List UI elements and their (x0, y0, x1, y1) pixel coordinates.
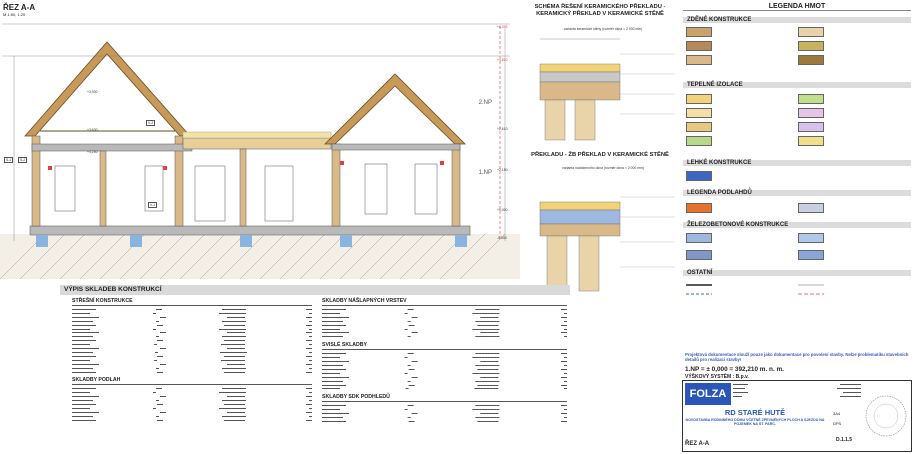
cut-label: V-2 (148, 121, 154, 125)
legend-swatch (686, 108, 712, 118)
designer-stamp (863, 383, 909, 449)
drawing-name: ŘEZ A-A (685, 441, 710, 447)
detail-note: varianta nadokenního okna (rozměr okna = 2 000 mm) (562, 166, 644, 170)
legend-swatch (686, 55, 712, 65)
detail-drawing-ceramic-lintel (535, 34, 680, 146)
floor-2-label: 2.NP (478, 100, 492, 106)
level-label: +3,630 (87, 128, 98, 132)
legend-swatch (798, 94, 824, 104)
detail-drawing-rc-lintel (535, 172, 680, 297)
composition-section-heading: STŘEŠNÍ KONSTRUKCE (72, 298, 312, 306)
composition-column-right (322, 298, 567, 424)
legend-group-heading: OSTATNÍ (683, 270, 911, 276)
cut-label: S-1 (6, 158, 12, 162)
legend-swatch (798, 41, 824, 51)
legend-swatch (686, 203, 712, 213)
composition-title: VÝPIS SKLADEB KONSTRUKCÍ (60, 285, 570, 295)
legend-swatch (686, 94, 712, 104)
legend-swatch (798, 55, 824, 65)
height-system: VÝŠKOVÝ SYSTÉM : B.p.v. (685, 374, 749, 380)
building-section-drawing (0, 16, 520, 281)
legend-group-heading: LEHKÉ KONSTRUKCE (683, 160, 911, 166)
composition-rows: ▬▬▬▬▬▬▬▬ ▬▬ ▬▬▬▬▬▬▬▬ ▬▬ ▬▬▬▬▬▬ ▬ ▬▬▬▬▬▬▬▬▬ ▬ ▬▬▬▬▬▬▬▬▬ ▬▬ ▬▬▬▬▬▬ ▬▬ ▬▬▬▬▬▬▬ ▬ ▬▬▬▬▬▬▬▬ ▬ ▬▬▬▬▬▬▬▬ ▬▬ ▬▬▬▬▬▬▬ ▬▬ (322, 403, 567, 423)
composition-rows: ▬▬▬▬▬▬▬▬ ▬▬ ▬▬▬▬▬▬▬▬ ▬▬ ▬▬▬▬▬▬ ▬ ▬▬▬▬▬▬▬▬▬ ▬ ▬▬▬▬▬▬▬▬▬ ▬▬ ▬▬▬▬▬▬ ▬▬ ▬▬▬▬▬▬▬ ▬ ▬▬▬▬▬▬▬▬ ▬ ▬▬▬▬▬▬▬▬ ▬▬ ▬▬▬▬▬▬▬ ▬▬ ▬▬▬▬▬▬ ▬ ▬▬▬▬▬▬▬▬▬ ▬ ▬▬▬▬▬▬▬▬▬ ▬▬ ▬▬▬▬▬▬ ▬▬ ▬▬▬▬▬▬▬ ▬ ▬▬▬▬▬▬▬▬ ▬ ▬▬▬▬▬▬▬▬ ▬▬ ▬▬▬▬▬▬▬ ▬▬ ▬▬▬▬▬▬ ▬ ▬▬▬▬▬▬▬▬ ▬ (322, 351, 567, 391)
composition-section-heading: SKLADBY NÁŠLAPNÝCH VRSTEV (322, 298, 567, 306)
level-label: +0,000 (497, 208, 508, 212)
project-notice: Projektová dokumentace slouží pouze jako dokumentace pro povolení stavby. Nelze problematiku stavebních detailů pro realizaci stavby! (685, 352, 909, 363)
project-name: RD STARÉ HUTĚ (724, 408, 786, 417)
level-label: +2,610 (497, 127, 508, 131)
drawing-number: D.1.1.5 (835, 437, 853, 443)
detail-note: varianta keramické stěny (rozměr okna = 2 000 mm) (563, 27, 643, 31)
level-label: +6,375 (497, 25, 508, 29)
level-label: +3,900 (87, 90, 98, 94)
legend-title: LEGENDA HMOT (683, 3, 911, 11)
floor-1-label: 1.NP (478, 170, 492, 176)
level-reference: 1.NP = ± 0,000 = 392,210 m. n. m. (685, 366, 784, 373)
legend-swatch (798, 136, 824, 146)
composition-section-heading: SKLADBY PODLAH (72, 377, 312, 385)
legend-swatch (686, 250, 712, 260)
legend-swatch (798, 250, 824, 260)
legend-group-swatches (686, 27, 911, 81)
composition-section-heading: SKLADBY SDK PODHLEDŮ (322, 394, 567, 402)
legend-swatch (686, 41, 712, 51)
legend-other-lines (686, 280, 911, 308)
company-logo: FOLZA (685, 383, 731, 405)
composition-column-left (72, 298, 312, 423)
drawing-format: 3A4 (833, 411, 841, 416)
legend-panel (683, 3, 911, 11)
ground-hatch (0, 234, 520, 279)
sheet-title: ŘEZ A-A (3, 3, 36, 12)
composition-section-heading: SVISLÉ SKLADBY (322, 342, 567, 350)
detail-title-ceramic-lintel: SCHÉMA ŘEŠENÍ KERAMICKÉHO PŘEKLADU - KERAMICKÝ PŘEKLAD V KERAMICKÉ STĚNĚ (534, 4, 666, 17)
legend-swatch (798, 27, 824, 37)
legend-swatch (798, 203, 824, 213)
legend-swatch (686, 122, 712, 132)
detail-title-rc-lintel: PŘEKLADU - ŽB PŘEKLAD V KERAMICKÉ STĚNĚ (531, 152, 669, 158)
cut-label: S-2 (20, 158, 26, 162)
composition-rows: ▬▬▬▬▬▬▬▬ ▬▬ ▬▬▬▬▬▬▬▬ ▬▬ ▬▬▬▬▬▬ ▬ ▬▬▬▬▬▬▬▬▬ ▬ ▬▬▬▬▬▬▬▬▬ ▬▬ ▬▬▬▬▬▬ ▬▬ ▬▬▬▬▬▬▬ ▬ ▬▬▬▬▬▬▬▬ ▬ ▬▬▬▬▬▬▬▬ ▬▬ ▬▬▬▬▬▬▬ ▬▬ ▬▬▬▬▬▬ ▬ ▬▬▬▬▬▬▬▬▬ ▬ ▬▬▬▬▬▬▬▬▬ ▬▬ ▬▬▬▬▬▬ ▬▬ ▬▬▬▬▬▬▬ ▬ ▬▬▬▬▬▬▬▬ ▬ ▬▬▬▬▬▬▬▬ ▬▬ ▬▬▬▬▬▬▬ ▬▬ (72, 386, 312, 422)
level-label: -0,500 (497, 236, 507, 240)
composition-rows: ▬▬▬▬▬▬▬▬ ▬▬ ▬▬▬▬▬▬▬▬ ▬▬ ▬▬▬▬▬▬ ▬ ▬▬▬▬▬▬▬▬▬ ▬ ▬▬▬▬▬▬▬▬▬ ▬▬ ▬▬▬▬▬▬ ▬▬ ▬▬▬▬▬▬▬ ▬ ▬▬▬▬▬▬▬▬ ▬ ▬▬▬▬▬▬▬▬ ▬▬ ▬▬▬▬▬▬▬ ▬▬ ▬▬▬▬▬▬ ▬ ▬▬▬▬▬▬▬▬▬ ▬ ▬▬▬▬▬▬▬▬▬ ▬▬ ▬▬▬▬▬▬ ▬▬ ▬▬▬▬▬▬▬ ▬ ▬▬▬▬▬▬▬▬ ▬ ▬▬▬▬▬▬▬▬ ▬▬ ▬▬▬▬▬▬▬ ▬▬ ▬▬▬▬▬▬ ▬ ▬▬▬▬▬▬▬▬ ▬ ▬▬▬▬▬▬▬▬▬ ▬▬ ▬▬▬▬▬▬ ▬▬ ▬▬▬▬▬▬▬ ▬ ▬▬▬▬▬▬▬▬▬ ▬ ▬▬▬▬▬▬▬▬ ▬▬ ▬▬▬▬▬▬▬ ▬▬ ▬▬▬▬▬▬ ▬ ▬▬▬▬▬▬▬▬ ▬ ▬▬▬▬▬▬▬▬▬ ▬▬ ▬▬▬▬▬▬ ▬▬ ▬▬▬▬▬▬▬ ▬ ▬▬▬▬▬▬▬▬ ▬ ▬▬▬▬▬▬▬▬ ▬▬ ▬▬▬▬▬▬▬ ▬▬ (72, 307, 312, 374)
legend-group-heading: LEGENDA PODLAHDŮ (683, 190, 911, 196)
legend-group-heading: TEPELNÉ IZOLACE (683, 82, 911, 88)
title-block-info-rows: ▬▬▬▬▬ ▬▬▬▬▬▬▬ ▬▬▬▬ ▬▬▬▬▬▬▬▬ ▬▬▬▬▬ ▬▬▬▬▬▬ ▬▬▬ ▬▬▬▬▬▬▬ (733, 382, 861, 398)
sheet-scale: M 1:50, 1:20 (3, 12, 26, 17)
legend-swatch (798, 233, 824, 243)
level-label: +4,810 (497, 58, 508, 62)
level-label: +3,250 (87, 150, 98, 154)
project-description: NOVOSTAVBA RODINNÉHO DOMU VČETNĚ ZPEVNĚNÝCH PLOCH A SJEZDU NA POZEMEK NA ST. PARC. (685, 418, 825, 427)
legend-swatch (686, 171, 712, 181)
legend-swatch (686, 27, 712, 37)
legend-swatch (798, 108, 824, 118)
legend-swatch (686, 136, 712, 146)
cut-label: V-1 (150, 203, 156, 207)
legend-group-heading: ZDĚNÉ KONSTRUKCE (683, 17, 911, 23)
level-label: +2,150 (497, 168, 508, 172)
legend-group-swatches (686, 92, 911, 156)
composition-rows: ▬▬▬▬▬▬▬▬ ▬▬ ▬▬▬▬▬▬▬▬ ▬▬ ▬▬▬▬▬▬ ▬ ▬▬▬▬▬▬▬▬▬ ▬ ▬▬▬▬▬▬▬▬▬ ▬▬ ▬▬▬▬▬▬ ▬▬ ▬▬▬▬▬▬▬ ▬ ▬▬▬▬▬▬▬▬ ▬ ▬▬▬▬▬▬▬▬ ▬▬ ▬▬▬▬▬▬▬ ▬▬ ▬▬▬▬▬▬ ▬ ▬▬▬▬▬▬▬▬▬ ▬ ▬▬▬▬▬▬▬▬▬ ▬▬ ▬▬▬▬▬▬ ▬▬ ▬▬▬▬▬▬▬ ▬ ▬▬▬▬▬▬▬▬ ▬ (322, 307, 567, 339)
title-block (682, 380, 912, 452)
legend-swatch (686, 233, 712, 243)
legend-group-heading: ŽELEZOBETONOVÉ KONSTRUKCE (683, 222, 911, 228)
legend-swatch (798, 122, 824, 132)
project-stage: DPS (833, 421, 842, 426)
